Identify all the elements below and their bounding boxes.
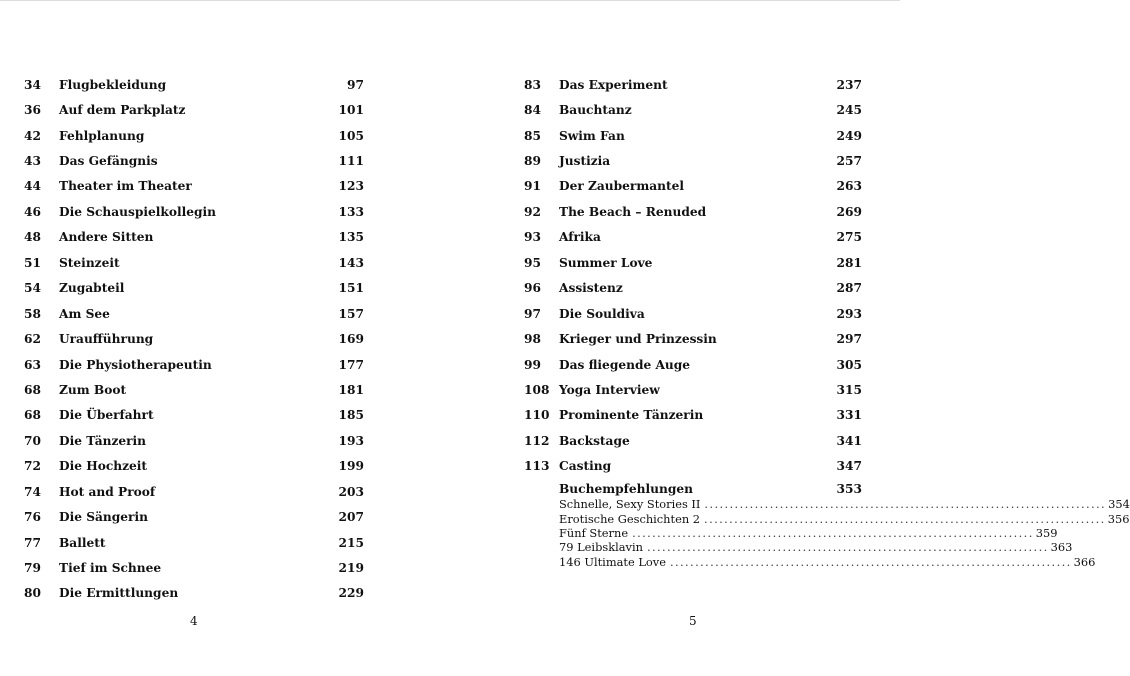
page-number-right: 5 — [689, 614, 697, 628]
entry-title: Summer Love — [559, 255, 653, 270]
entry-page: 263 — [836, 179, 862, 194]
entry-title: Backstage — [559, 433, 630, 448]
toc-entry — [524, 72, 862, 97]
entry-number: 72 — [24, 459, 41, 474]
toc-entry — [524, 454, 862, 479]
entry-number: 110 — [524, 408, 550, 423]
toc-entry — [524, 148, 862, 173]
entry-page: 185 — [338, 408, 364, 423]
recommendation-item — [559, 525, 1058, 540]
entry-title: Yoga Interview — [559, 382, 660, 397]
dot-leader: ................................................................................ — [704, 497, 1107, 512]
entry-page: 237 — [836, 77, 862, 92]
entry-page: 157 — [338, 306, 364, 321]
toc-entry — [524, 403, 862, 428]
entry-title: Das Experiment — [559, 77, 668, 92]
recommendation-title: Fünf Sterne — [559, 525, 629, 540]
entry-page: 181 — [338, 382, 364, 397]
entry-number: 96 — [524, 281, 541, 296]
entry-page: 229 — [338, 586, 364, 601]
entry-title: Fehlplanung — [59, 128, 145, 143]
entry-title: Prominente Tänzerin — [559, 408, 704, 423]
entry-page: 169 — [338, 332, 364, 347]
entry-title: Swim Fan — [559, 128, 625, 143]
toc-entry — [524, 199, 862, 224]
entry-title: Bauchtanz — [559, 103, 632, 118]
recommendation-item — [559, 497, 1130, 512]
entry-page: 133 — [338, 204, 364, 219]
recommendation-title: Schnelle, Sexy Stories II — [559, 497, 701, 512]
recommendation-page: 356 — [1107, 511, 1130, 526]
entry-title: Die Überfahrt — [59, 408, 154, 423]
entry-title: Das Gefängnis — [59, 154, 158, 169]
recommendations-page: 353 — [836, 482, 862, 496]
entry-title: Hot and Proof — [59, 484, 156, 499]
entry-number: 92 — [524, 204, 541, 219]
toc-entry — [524, 326, 862, 351]
entry-number: 63 — [24, 357, 41, 372]
toc-entry — [24, 479, 364, 504]
toc-entry — [24, 377, 364, 402]
toc-entry — [24, 97, 364, 122]
toc-entry — [24, 428, 364, 453]
toc-entry — [524, 225, 862, 250]
left-toc — [24, 72, 364, 606]
entry-page: 219 — [338, 561, 364, 576]
entry-title: Die Schauspielkollegin — [59, 204, 217, 219]
toc-entry — [24, 276, 364, 301]
entry-title: Krieger und Prinzessin — [559, 332, 717, 347]
entry-page: 193 — [338, 433, 364, 448]
entry-number: 62 — [24, 332, 41, 347]
entry-title: Tief im Schnee — [59, 561, 162, 576]
left-page — [0, 0, 440, 676]
dot-leader: ................................................................................ — [704, 511, 1106, 526]
entry-page: 281 — [836, 255, 862, 270]
entry-number: 42 — [24, 128, 41, 143]
toc-entry — [524, 428, 862, 453]
entry-number: 98 — [524, 332, 541, 347]
entry-page: 177 — [338, 357, 364, 372]
recommendations-list — [559, 497, 1130, 569]
entry-title: Die Sängerin — [59, 510, 148, 525]
entry-number: 74 — [24, 484, 41, 499]
toc-entry — [524, 377, 862, 402]
entry-title: Die Souldiva — [559, 306, 645, 321]
entry-title: Uraufführung — [59, 332, 154, 347]
entry-number: 83 — [524, 77, 541, 92]
entry-number: 68 — [24, 408, 41, 423]
entry-number: 70 — [24, 433, 41, 448]
recommendation-page: 354 — [1108, 497, 1130, 512]
entry-title: Andere Sitten — [59, 230, 154, 245]
toc-entry — [24, 123, 364, 148]
entry-page: 269 — [836, 204, 862, 219]
toc-entry — [24, 504, 364, 529]
entry-number: 89 — [524, 154, 541, 169]
entry-number: 93 — [524, 230, 541, 245]
recommendations-heading — [524, 481, 862, 497]
entry-title: Zugabteil — [59, 281, 125, 296]
entry-page: 245 — [836, 103, 862, 118]
dot-leader: ................................................................................ — [669, 554, 1072, 569]
entry-title: Ballett — [59, 535, 106, 550]
entry-page: 123 — [338, 179, 364, 194]
entry-page: 249 — [836, 128, 862, 143]
recommendation-title: 146 Ultimate Love — [559, 554, 666, 569]
recommendation-page: 363 — [1050, 540, 1073, 555]
toc-entry — [24, 301, 364, 326]
entry-number: 79 — [24, 561, 41, 576]
entry-page: 151 — [338, 281, 364, 296]
toc-entry — [524, 276, 862, 301]
entry-title: Die Hochzeit — [59, 459, 148, 474]
entry-number: 44 — [24, 179, 41, 194]
entry-number: 95 — [524, 255, 541, 270]
entry-title: The Beach – Renuded — [559, 204, 707, 219]
entry-title: Zum Boot — [59, 382, 127, 397]
toc-entry — [24, 148, 364, 173]
entry-title: Theater im Theater — [59, 179, 192, 194]
entry-number: 77 — [24, 535, 41, 550]
toc-entry — [24, 326, 364, 351]
entry-number: 97 — [524, 306, 541, 321]
entry-page: 347 — [836, 459, 862, 474]
entry-page: 287 — [836, 281, 862, 296]
recommendation-page: 359 — [1035, 525, 1058, 540]
entry-number: 68 — [24, 382, 41, 397]
entry-number: 84 — [524, 103, 541, 118]
toc-entry — [24, 403, 364, 428]
entry-number: 80 — [24, 586, 41, 601]
entry-number: 113 — [524, 459, 550, 474]
recommendations-title: Buchempfehlungen — [559, 482, 693, 496]
toc-entry — [524, 250, 862, 275]
entry-page: 305 — [836, 357, 862, 372]
right-page — [450, 0, 1130, 676]
entry-title: Afrika — [559, 230, 601, 245]
entry-number: 58 — [24, 306, 41, 321]
recommendation-item — [559, 540, 1073, 555]
entry-page: 341 — [836, 433, 862, 448]
entry-page: 105 — [338, 128, 364, 143]
toc-entry — [24, 555, 364, 580]
entry-number: 76 — [24, 510, 41, 525]
entry-title: Assistenz — [559, 281, 623, 296]
recommendation-item — [559, 511, 1130, 526]
entry-title: Steinzeit — [59, 255, 120, 270]
entry-page: 97 — [347, 77, 364, 92]
entry-title: Justizia — [559, 154, 611, 169]
toc-entry — [24, 250, 364, 275]
entry-page: 135 — [338, 230, 364, 245]
entry-title: Am See — [59, 306, 110, 321]
entry-number: 51 — [24, 255, 41, 270]
right-toc — [524, 72, 1130, 569]
entry-page: 143 — [338, 255, 364, 270]
entry-page: 315 — [836, 382, 862, 397]
entry-title: Die Physiotherapeutin — [59, 357, 212, 372]
entry-number: 54 — [24, 281, 41, 296]
entry-title: Auf dem Parkplatz — [59, 103, 186, 118]
dot-leader: ................................................................................ — [632, 525, 1034, 540]
dot-leader: ................................................................................ — [646, 540, 1049, 555]
entry-number: 48 — [24, 230, 41, 245]
entry-title: Die Tänzerin — [59, 433, 147, 448]
recommendation-title: Erotische Geschichten 2 — [559, 511, 701, 526]
toc-entry — [524, 174, 862, 199]
toc-entry — [524, 352, 862, 377]
page-number-left: 4 — [190, 614, 198, 628]
entry-number: 108 — [524, 382, 550, 397]
entry-page: 111 — [338, 154, 364, 169]
entry-page: 275 — [836, 230, 862, 245]
entry-page: 297 — [836, 332, 862, 347]
entry-number: 99 — [524, 357, 541, 372]
toc-entry — [24, 352, 364, 377]
entry-page: 207 — [338, 510, 364, 525]
toc-entry — [24, 72, 364, 97]
entry-page: 101 — [338, 103, 364, 118]
entry-number: 85 — [524, 128, 541, 143]
entry-page: 293 — [836, 306, 862, 321]
entry-title: Die Ermittlungen — [59, 586, 179, 601]
entry-page: 257 — [836, 154, 862, 169]
toc-entry — [524, 301, 862, 326]
entry-title: Der Zaubermantel — [559, 179, 685, 194]
entry-number: 112 — [524, 433, 550, 448]
toc-entry — [24, 199, 364, 224]
recommendation-page: 366 — [1073, 554, 1096, 569]
entry-number: 34 — [24, 77, 41, 92]
recommendation-item — [559, 554, 1096, 569]
toc-entry — [24, 174, 364, 199]
entry-page: 215 — [338, 535, 364, 550]
entry-page: 199 — [338, 459, 364, 474]
entry-page: 331 — [836, 408, 862, 423]
toc-entry — [24, 530, 364, 555]
toc-entry — [24, 225, 364, 250]
entry-number: 46 — [24, 204, 41, 219]
entry-page: 203 — [338, 484, 364, 499]
recommendation-title: 79 Leibsklavin — [559, 540, 643, 555]
right-toc-entries — [524, 72, 862, 479]
entry-title: Das fliegende Auge — [559, 357, 691, 372]
entry-number: 91 — [524, 179, 541, 194]
toc-entry — [524, 123, 862, 148]
entry-number: 36 — [24, 103, 41, 118]
entry-number: 43 — [24, 154, 41, 169]
entry-title: Flugbekleidung — [59, 77, 167, 92]
toc-entry — [24, 454, 364, 479]
entry-title: Casting — [559, 459, 612, 474]
toc-entry — [524, 97, 862, 122]
toc-entry — [24, 581, 364, 606]
